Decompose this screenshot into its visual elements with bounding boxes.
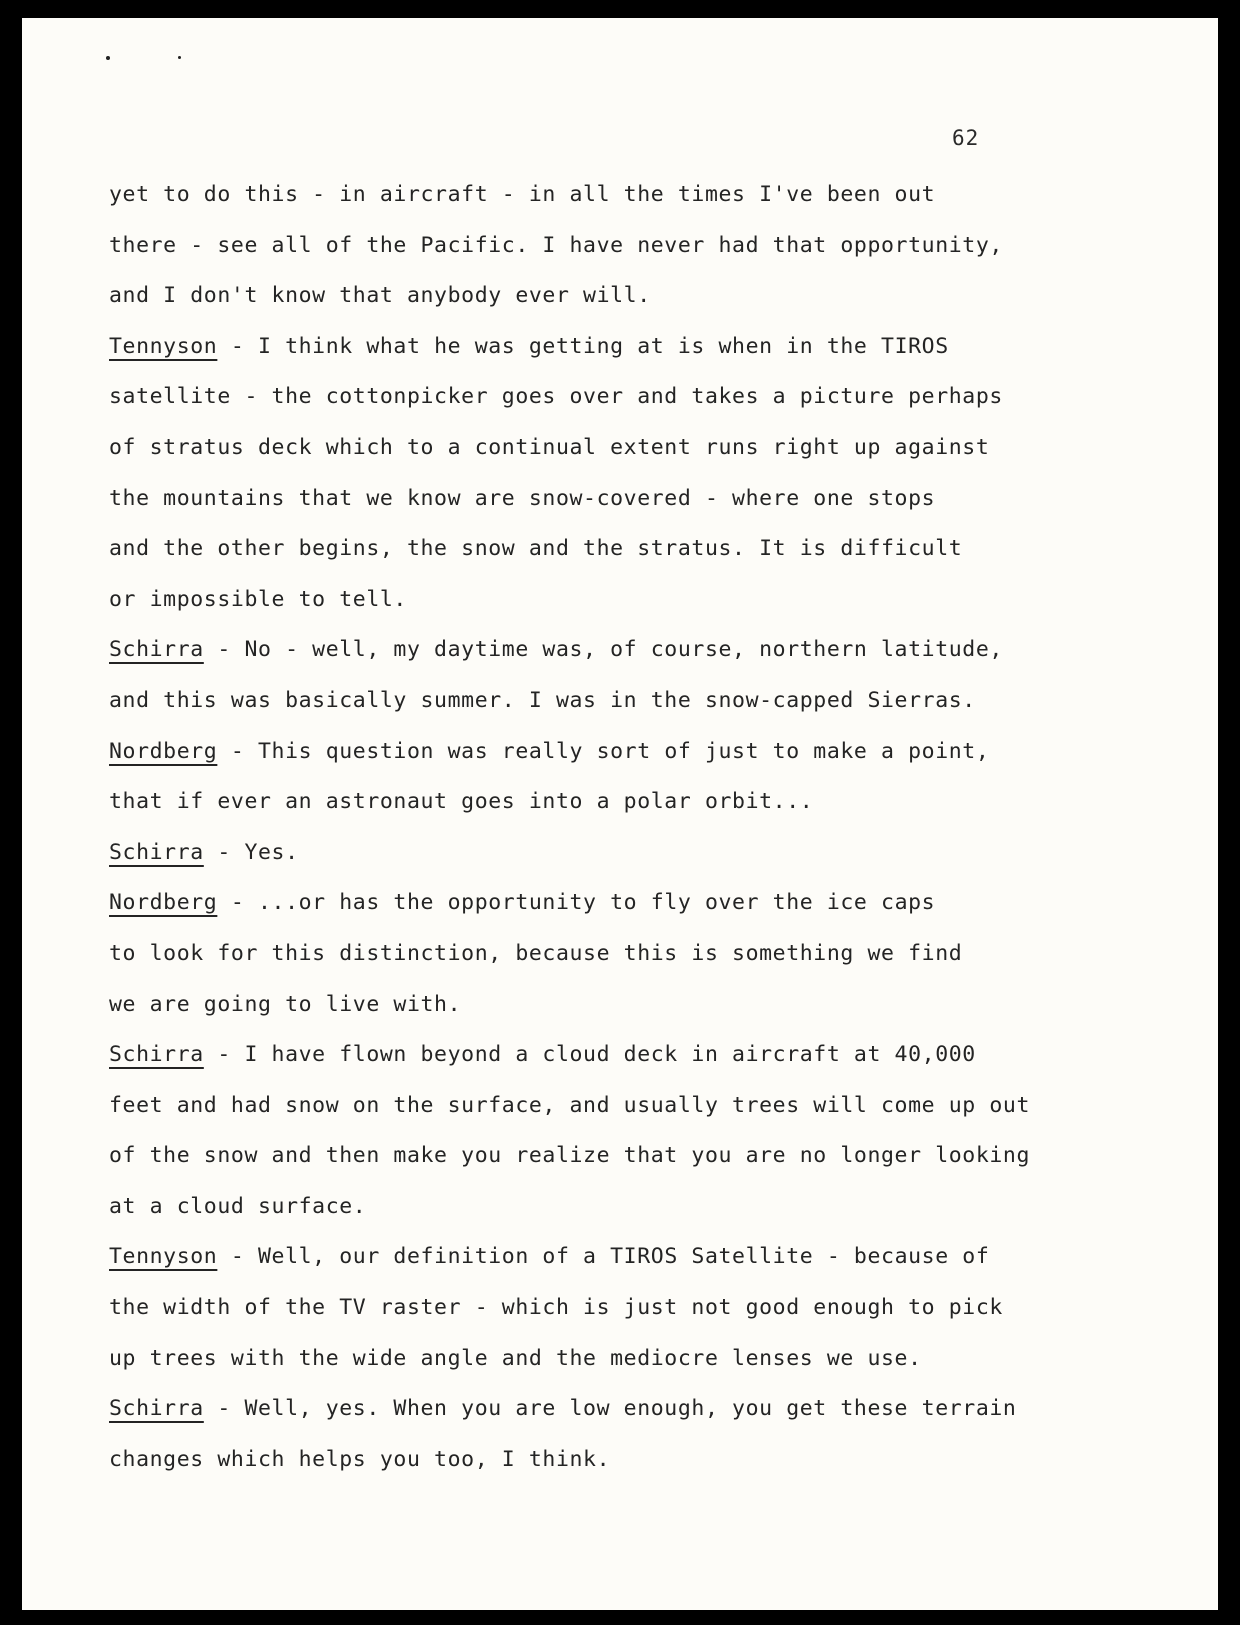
text-line [109, 878, 1109, 929]
text-line [109, 980, 1109, 1031]
text-line [109, 727, 1109, 778]
text-line [109, 777, 1109, 828]
text-line [109, 1283, 1109, 1334]
text-line [109, 322, 1109, 373]
line-text: - This question was really sort of just to make a point, [217, 738, 990, 764]
line-text: up trees with the wide angle and the mediocre lenses we use. [109, 1345, 922, 1371]
paper-speck [178, 56, 181, 59]
line-text: or impossible to tell. [109, 586, 407, 612]
line-text: and this was basically summer. I was in the snow-capped Sierras. [109, 687, 976, 713]
text-line [109, 170, 1109, 221]
speaker-name: Nordberg [109, 890, 218, 916]
page-number: 62 [952, 126, 980, 150]
text-line [109, 1030, 1109, 1081]
line-text: - I think what he was getting at is when in the TIROS [217, 333, 949, 359]
text-line [109, 625, 1109, 676]
line-text: of the snow and then make you realize that you are no longer looking [109, 1143, 1030, 1169]
text-line [109, 271, 1109, 322]
speaker-name: Tennyson [109, 1244, 218, 1270]
text-line [109, 1131, 1109, 1182]
text-line [109, 1334, 1109, 1385]
line-text: that if ever an astronaut goes into a polar orbit... [109, 789, 814, 815]
line-text: satellite - the cottonpicker goes over and takes a picture perhaps [109, 384, 1003, 410]
paper-speck [106, 56, 110, 60]
speaker-name: Tennyson [109, 333, 218, 359]
line-text: - I have flown beyond a cloud deck in aircraft at 40,000 [203, 1042, 976, 1068]
speaker-name: Nordberg [109, 738, 218, 764]
text-line [109, 1182, 1109, 1233]
text-line [109, 676, 1109, 727]
text-line [109, 575, 1109, 626]
text-line [109, 1081, 1109, 1132]
speaker-name: Schirra [109, 1396, 204, 1422]
text-line [109, 1384, 1109, 1435]
line-text: - ...or has the opportunity to fly over the ice caps [217, 890, 936, 916]
line-text: of stratus deck which to a continual extent runs right up against [109, 434, 990, 460]
text-line [109, 221, 1109, 272]
speaker-name: Schirra [109, 637, 204, 663]
text-line [109, 1232, 1109, 1283]
line-text: we are going to live with. [109, 991, 462, 1017]
line-text: there - see all of the Pacific. I have never had that opportunity, [109, 232, 1003, 258]
text-line [109, 423, 1109, 474]
text-line [109, 372, 1109, 423]
line-text: the mountains that we know are snow-covered - where one stops [109, 485, 936, 511]
text-line [109, 828, 1109, 879]
text-line [109, 474, 1109, 525]
speaker-name: Schirra [109, 1042, 204, 1068]
text-line [109, 929, 1109, 980]
line-text: and the other begins, the snow and the stratus. It is difficult [109, 536, 963, 562]
line-text: and I don't know that anybody ever will. [109, 283, 651, 309]
line-text: - Well, yes. When you are low enough, you get these terrain [203, 1396, 1017, 1422]
line-text: to look for this distinction, because this is something we find [109, 940, 963, 966]
line-text: feet and had snow on the surface, and usually trees will come up out [109, 1092, 1030, 1118]
line-text: changes which helps you too, I think. [109, 1446, 611, 1472]
line-text: the width of the TV raster - which is just not good enough to pick [109, 1295, 1003, 1321]
line-text: - Yes. [203, 839, 299, 865]
line-text: - Well, our definition of a TIROS Satellite - because of [217, 1244, 990, 1270]
text-line [109, 1435, 1109, 1486]
line-text: yet to do this - in aircraft - in all the times I've been out [109, 182, 936, 207]
speaker-name: Schirra [109, 839, 204, 865]
transcript-body [109, 170, 1109, 1485]
line-text: at a cloud surface. [109, 1193, 367, 1219]
line-text: - No - well, my daytime was, of course, northern latitude, [203, 637, 1003, 663]
document-page [22, 18, 1218, 1610]
text-line [109, 524, 1109, 575]
